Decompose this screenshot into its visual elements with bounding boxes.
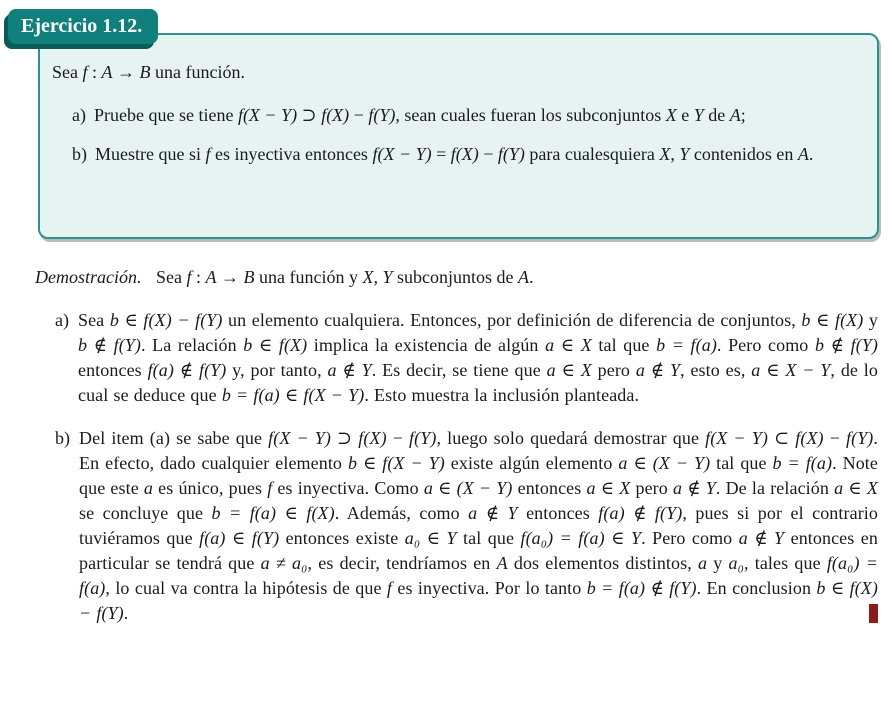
exercise-box: [38, 33, 879, 239]
exercise-badge-label: Ejercicio 1.12.: [21, 15, 143, 37]
qed-marker: [869, 604, 878, 623]
exercise-item-a: [72, 103, 857, 128]
proof-lead: [35, 265, 878, 290]
proof-lead-text: Sea f : A → B una función y X, Y subconjuntos de A.: [156, 267, 534, 287]
proof-item-a: [55, 308, 878, 408]
exercise-item-a-text: Pruebe que se tiene f(X − Y) ⊃ f(X) − f(Y), sean cuales fueran los subconjuntos X e Y de A;: [93, 105, 746, 125]
proof-item-b-label: b): [55, 428, 70, 448]
exercise-item-b: [72, 142, 857, 167]
proof-item-b: [55, 426, 878, 626]
proof-item-a-text: Sea b ∈ f(X) − f(Y) un elemento cualquiera. Entonces, por definición de diferencia de conjuntos, b ∈ f(X) y b ∉ f(Y). La relación b ∈ f(X) implica la existencia de algún a ∈ X tal que b = f(a). Pero como b ∉ f(Y) entonces f(a) ∉ f(Y) y, por tanto, a ∉ Y. Es decir, se tiene que a ∈ X pero a ∉ Y, esto es, a ∈ X − Y, de lo cual se deduce que b = f(a) ∈ f(X − Y). Esto muestra la inclusión planteada.: [77, 310, 879, 405]
proof-lead-label: Demostración.: [35, 267, 142, 287]
exercise-intro: Sea f : A → B una función.: [52, 62, 246, 82]
proof-item-b-text: [79, 426, 878, 626]
exercise-badge: [8, 9, 158, 44]
proof-item-a-label: a): [55, 310, 69, 330]
exercise-item-a-label: a): [72, 105, 86, 125]
exercise-item-b-label: b): [72, 144, 87, 164]
proof-item-b-body: Del item (a) se sabe que f(X − Y) ⊃ f(X) − f(Y), luego solo quedará demostrar que f(X − Y) ⊂ f(X) − f(Y). En efecto, dado cualquier elemento b ∈ f(X − Y) existe algún elemento a ∈ (X − Y) tal que b = f(a). Note que este a es único, pues f es inyectiva. Como a ∈ (X − Y) entonces a ∈ X pero a ∉ Y. De la relación a ∈ X se concluye que b = f(a) ∈ f(X). Además, como a ∉ Y entonces f(a) ∉ f(Y), pues si por el contrario tuviéramos que f(a) ∈ f(Y) entonces existe a₀ ∈ Y tal que f(a₀) = f(a) ∈ Y. Pero como a ∉ Y entonces en particular se tendrá que a ≠ a₀, es decir, tendríamos en A dos elementos distintos, a y a₀, tales que f(a₀) = f(a), lo cual va contra la hipótesis de que f es inyectiva. Por lo tanto b = f(a) ∉ f(Y). En conclusion b ∈ f(X) − f(Y).: [79, 428, 879, 623]
exercise-item-b-text: Muestre que si f es inyectiva entonces f(X − Y) = f(X) − f(Y) para cualesquiera X, Y contenidos en A.: [95, 144, 814, 164]
